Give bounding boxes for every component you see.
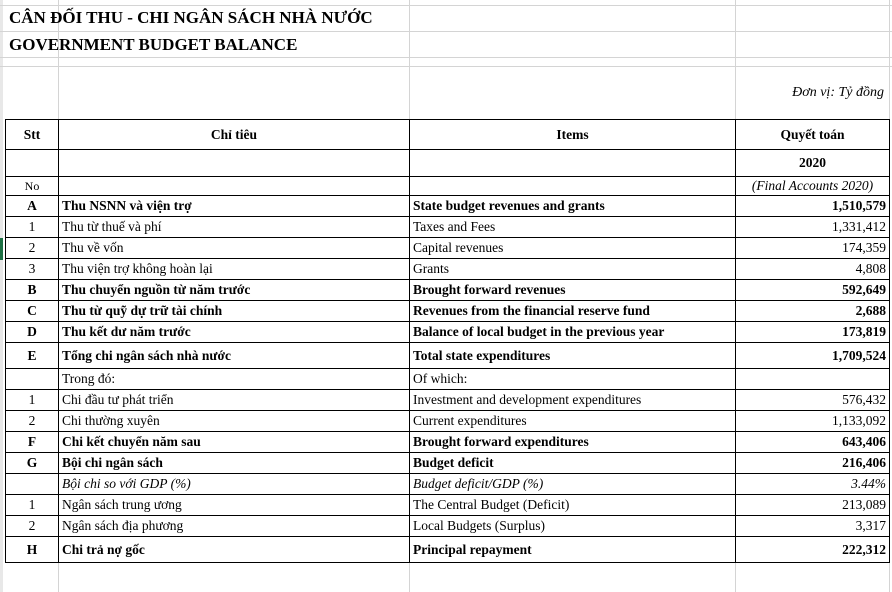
table-row xyxy=(6,411,890,432)
cell-chi-tieu[interactable]: Trong đó: xyxy=(59,369,410,390)
unit-label[interactable]: Đơn vị: Tỷ đồng xyxy=(792,85,884,100)
table-row xyxy=(6,322,890,343)
cell-item[interactable]: Capital revenues xyxy=(410,238,736,259)
cell-value[interactable]: 1,133,092 xyxy=(736,411,890,432)
cell-stt[interactable] xyxy=(6,474,59,495)
title-vietnamese[interactable]: CÂN ĐỐI THU - CHI NGÂN SÁCH NHÀ NƯỚC xyxy=(9,8,373,27)
cell-item[interactable]: The Central Budget (Deficit) xyxy=(410,495,736,516)
cell-stt[interactable]: 2 xyxy=(6,516,59,537)
cell-value[interactable]: 643,406 xyxy=(736,432,890,453)
gridline-row xyxy=(0,57,892,58)
cell-value[interactable]: 3,317 xyxy=(736,516,890,537)
header-quyet-toan[interactable]: Quyết toán xyxy=(736,120,890,150)
cell-stt[interactable]: D xyxy=(6,322,59,343)
table-row xyxy=(6,390,890,411)
cell-item[interactable]: Local Budgets (Surplus) xyxy=(410,516,736,537)
cell-item[interactable]: Current expenditures xyxy=(410,411,736,432)
cell-chi-tieu[interactable]: Thu viện trợ không hoàn lại xyxy=(59,259,410,280)
cell-stt[interactable]: 1 xyxy=(6,390,59,411)
header-chi-tieu[interactable]: Chỉ tiêu xyxy=(59,120,410,150)
header-year[interactable]: 2020 xyxy=(736,150,890,177)
table-row xyxy=(6,301,890,322)
title-english[interactable]: GOVERNMENT BUDGET BALANCE xyxy=(9,35,298,54)
table-row xyxy=(6,474,890,495)
cell-chi-tieu[interactable]: Thu từ thuế và phí xyxy=(59,217,410,238)
table-row xyxy=(6,238,890,259)
cell-value[interactable]: 213,089 xyxy=(736,495,890,516)
cell-value[interactable]: 222,312 xyxy=(736,537,890,563)
header-items[interactable]: Items xyxy=(410,120,736,150)
cell-value[interactable]: 4,808 xyxy=(736,259,890,280)
cell-item[interactable]: Investment and development expenditures xyxy=(410,390,736,411)
cell-item[interactable]: State budget revenues and grants xyxy=(410,196,736,217)
cell-stt[interactable] xyxy=(6,369,59,390)
header-items-blank[interactable] xyxy=(410,150,736,177)
table-row xyxy=(6,369,890,390)
header-blank[interactable] xyxy=(59,177,410,196)
cell-item[interactable]: Principal repayment xyxy=(410,537,736,563)
cell-chi-tieu[interactable]: Bội chi so với GDP (%) xyxy=(59,474,410,495)
selected-row-marker xyxy=(0,238,3,260)
cell-value[interactable]: 2,688 xyxy=(736,301,890,322)
table-row xyxy=(6,259,890,280)
cell-value[interactable]: 3.44% xyxy=(736,474,890,495)
table-row xyxy=(6,453,890,474)
header-stt-blank[interactable] xyxy=(6,150,59,177)
table-row xyxy=(6,432,890,453)
gridline-row xyxy=(0,5,892,6)
cell-value[interactable]: 174,359 xyxy=(736,238,890,259)
header-stt[interactable]: Stt xyxy=(6,120,59,150)
cell-stt[interactable]: A xyxy=(6,196,59,217)
cell-chi-tieu[interactable]: Bội chi ngân sách xyxy=(59,453,410,474)
cell-stt[interactable]: B xyxy=(6,280,59,301)
cell-chi-tieu[interactable]: Chi kết chuyển năm sau xyxy=(59,432,410,453)
row-header-strip xyxy=(0,0,3,592)
cell-chi-tieu[interactable]: Chi thường xuyên xyxy=(59,411,410,432)
cell-chi-tieu[interactable]: Ngân sách địa phương xyxy=(59,516,410,537)
cell-chi-tieu[interactable]: Thu kết dư năm trước xyxy=(59,322,410,343)
cell-chi-tieu[interactable]: Ngân sách trung ương xyxy=(59,495,410,516)
cell-stt[interactable]: C xyxy=(6,301,59,322)
cell-value[interactable]: 592,649 xyxy=(736,280,890,301)
table-row xyxy=(6,343,890,369)
cell-stt[interactable]: 3 xyxy=(6,259,59,280)
cell-value[interactable]: 216,406 xyxy=(736,453,890,474)
table-row xyxy=(6,516,890,537)
cell-stt[interactable]: H xyxy=(6,537,59,563)
cell-value[interactable]: 1,331,412 xyxy=(736,217,890,238)
gridline-row xyxy=(0,31,892,32)
cell-item[interactable]: Balance of local budget in the previous year xyxy=(410,322,736,343)
cell-item[interactable]: Total state expenditures xyxy=(410,343,736,369)
cell-chi-tieu[interactable]: Thu từ quỹ dự trữ tài chính xyxy=(59,301,410,322)
cell-item[interactable]: Brought forward revenues xyxy=(410,280,736,301)
cell-value[interactable] xyxy=(736,369,890,390)
cell-item[interactable]: Budget deficit/GDP (%) xyxy=(410,474,736,495)
header-chi-tieu-blank[interactable] xyxy=(59,150,410,177)
cell-stt[interactable]: 1 xyxy=(6,217,59,238)
cell-stt[interactable]: 2 xyxy=(6,411,59,432)
gridline-row xyxy=(0,66,892,67)
cell-value[interactable]: 1,709,524 xyxy=(736,343,890,369)
cell-chi-tieu[interactable]: Chi đầu tư phát triển xyxy=(59,390,410,411)
header-no[interactable]: No xyxy=(6,177,59,196)
table-row xyxy=(6,537,890,563)
cell-stt[interactable]: 2 xyxy=(6,238,59,259)
header-final-accounts[interactable]: (Final Accounts 2020) xyxy=(736,177,890,196)
cell-item[interactable]: Grants xyxy=(410,259,736,280)
cell-stt[interactable]: E xyxy=(6,343,59,369)
cell-chi-tieu[interactable]: Chi trả nợ gốc xyxy=(59,537,410,563)
cell-stt[interactable]: F xyxy=(6,432,59,453)
cell-item[interactable]: Brought forward expenditures xyxy=(410,432,736,453)
cell-stt[interactable]: G xyxy=(6,453,59,474)
table-row xyxy=(6,196,890,217)
table-row xyxy=(6,280,890,301)
cell-item[interactable]: Taxes and Fees xyxy=(410,217,736,238)
cell-chi-tieu[interactable]: Thu về vốn xyxy=(59,238,410,259)
cell-value[interactable]: 173,819 xyxy=(736,322,890,343)
cell-chi-tieu[interactable]: Thu NSNN và viện trợ xyxy=(59,196,410,217)
cell-chi-tieu[interactable]: Tổng chi ngân sách nhà nước xyxy=(59,343,410,369)
budget-table xyxy=(5,119,890,563)
cell-item[interactable]: Of which: xyxy=(410,369,736,390)
cell-chi-tieu[interactable]: Thu chuyển nguồn từ năm trước xyxy=(59,280,410,301)
cell-item[interactable]: Revenues from the financial reserve fund xyxy=(410,301,736,322)
header-blank[interactable] xyxy=(410,177,736,196)
cell-value[interactable]: 1,510,579 xyxy=(736,196,890,217)
cell-stt[interactable]: 1 xyxy=(6,495,59,516)
cell-item[interactable]: Budget deficit xyxy=(410,453,736,474)
cell-value[interactable]: 576,432 xyxy=(736,390,890,411)
table-row xyxy=(6,495,890,516)
table-row xyxy=(6,217,890,238)
